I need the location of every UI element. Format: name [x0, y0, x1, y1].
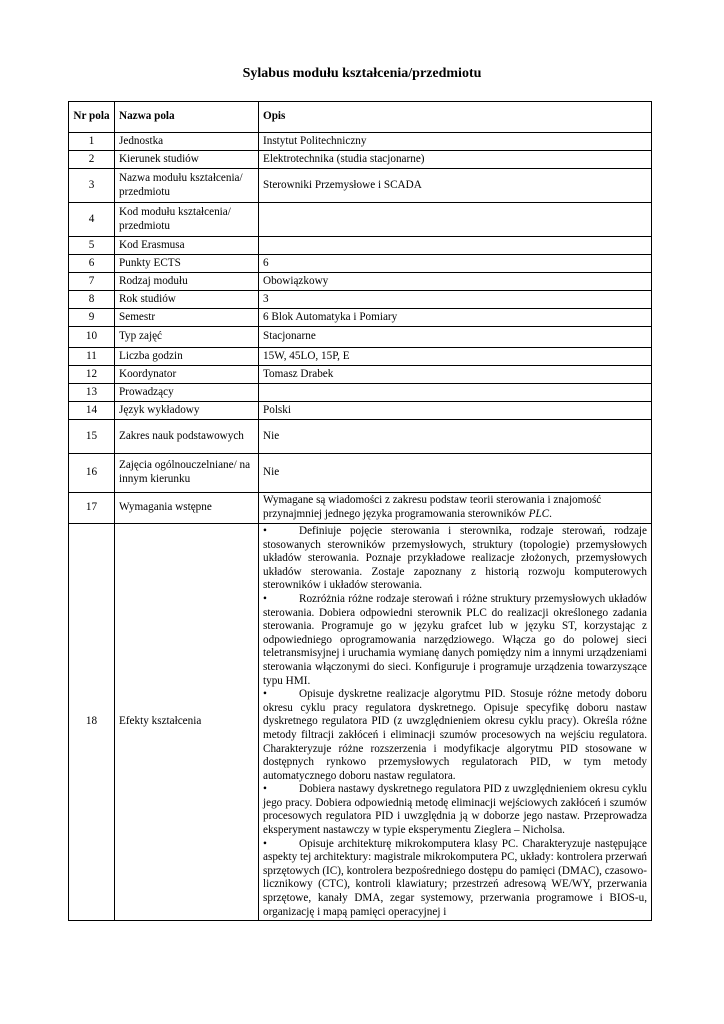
bullet-icon: •: [263, 525, 267, 537]
row-name: Semestr: [115, 309, 259, 327]
row-desc: [259, 237, 652, 255]
row-nr: 18: [69, 524, 115, 921]
requirements-end: .: [549, 508, 552, 520]
row-desc: Polski: [259, 402, 652, 420]
table-row: [69, 291, 652, 309]
document-title: Sylabus modułu kształcenia/przedmiotu: [242, 66, 482, 81]
table-row: [69, 273, 652, 291]
table-row: [69, 327, 652, 348]
row-name: Nazwa modułu kształcenia/ przedmiotu: [115, 169, 259, 203]
row-desc: Instytut Politechniczny: [259, 133, 652, 151]
row-desc: 3: [259, 291, 652, 309]
row-desc: Nie: [259, 420, 652, 454]
row-nr: 5: [69, 237, 115, 255]
row-desc: [259, 203, 652, 237]
table-row: [69, 420, 652, 454]
row-name: Kod modułu kształcenia/ przedmiotu: [115, 203, 259, 237]
row-name: Wymagania wstępne: [115, 493, 259, 524]
table-row: [69, 151, 652, 169]
row-name: Jednostka: [115, 133, 259, 151]
outcome-text: Opisuje architekturę mikrokomputera klasy PC. Charakteryzuje następujące aspekty tej architektury: magistrale mikrokomputera PC, układy: kontrolera przerwań sprzętowych (IC), kontrolera bezpośredniego dostępu do pamięci (DMAC), czasowo-licznikowy (CTC), kontroli klawiatury; przestrzeń adresową WE/WY, przerwania sprzętowe, kanały DMA, zegar systemowy, przerwania programowe i BIOS-u, organizację i mapą pamięci operacyjnej i: [263, 837, 647, 918]
row-nr: 13: [69, 384, 115, 402]
row-nr: 9: [69, 309, 115, 327]
row-name: Typ zajęć: [115, 327, 259, 348]
table-row: [69, 524, 652, 921]
table-row: [69, 384, 652, 402]
requirements-italic: PLC: [528, 508, 550, 520]
row-desc: [259, 384, 652, 402]
row-name: Kod Erasmusa: [115, 237, 259, 255]
table-row: [69, 366, 652, 384]
table-row: [69, 203, 652, 237]
row-nr: 7: [69, 273, 115, 291]
header-nr: Nr pola: [69, 102, 115, 133]
row-nr: 3: [69, 169, 115, 203]
outcome-item: [263, 838, 647, 920]
row-nr: 6: [69, 255, 115, 273]
row-name: Efekty kształcenia: [115, 524, 259, 921]
outcome-item: [263, 525, 647, 593]
row-desc: Stacjonarne: [259, 327, 652, 348]
row-desc: Obowiązkowy: [259, 273, 652, 291]
table-row: [69, 133, 652, 151]
bullet-icon: •: [263, 837, 267, 850]
row-nr: 15: [69, 420, 115, 454]
outcome-item: [263, 593, 647, 688]
row-desc: 6: [259, 255, 652, 273]
learning-outcomes: [259, 524, 652, 921]
outcome-text: Rozróżnia różne rodzaje sterowań i różne struktury przemysłowych układów sterowania. Dobiera odpowiedni sterownik PLC do realizacji określonego zadania sterowania. Programuje go w języku grafcet lub w języku ST, korzystając z odpowiedniego oprogramowania narzędziowego. Włącza go do polowej sieci teletransmisyjnej i uruchamia wymianę danych pomiędzy nim a innymi urządzeniami sterowania włączonymi do sieci. Konfiguruje i programuje urządzenia towarzyszące typu HMI.: [263, 592, 647, 687]
row-nr: 12: [69, 366, 115, 384]
outcome-text: Opisuje dyskretne realizacje algorytmu PID. Stosuje różne metody doboru okresu cyklu pracy regulatora dyskretnego. Opisuje specyfikę doboru nastaw dyskretnego regulatora PID (z uwzględnieniem okresu cyklu pracy). Określa różne metody filtracji zakłóceń i eliminacji szumów procesowych na wejściu regulatora. Charakteryzuje różne rozszerzenia i modyfikacje algorytmu PID stosowane w dostępnych rynkowo przemysłowych regulatorach PID, w tym metody automatycznego doboru nastaw regulatora.: [263, 688, 647, 782]
row-nr: 4: [69, 203, 115, 237]
row-nr: 17: [69, 493, 115, 524]
row-nr: 14: [69, 402, 115, 420]
table-row: [69, 348, 652, 366]
row-nr: 11: [69, 348, 115, 366]
outcome-item: [263, 783, 647, 837]
row-nr: 1: [69, 133, 115, 151]
outcome-text: Definiuje pojęcie sterowania i sterownika, rodzaje sterowań, rodzaje stosowanych sterowników przemysłowych, struktury (topologie) przemysłowych układów sterowania. Poznaje przykładowe realizacje złożonych, przemysłowych układów sterowania. Zostaje zapoznany z historią rozwoju komputerowych sterowników i układów sterowania.: [263, 525, 647, 592]
syllabus-table: [68, 101, 652, 921]
table-row: [69, 169, 652, 203]
table-row: [69, 493, 652, 524]
row-nr: 16: [69, 454, 115, 493]
row-name: Rok studiów: [115, 291, 259, 309]
row-name: Punkty ECTS: [115, 255, 259, 273]
table-row: [69, 237, 652, 255]
table-row: [69, 454, 652, 493]
table-header-row: [69, 102, 652, 133]
table-row: [69, 402, 652, 420]
row-name: Kierunek studiów: [115, 151, 259, 169]
requirements-text: Wymagane są wiadomości z zakresu podstaw teorii sterowania i znajomość przynajmniej jednego języka programowania sterowników: [263, 494, 602, 520]
header-name: Nazwa pola: [115, 102, 259, 133]
row-desc: Sterowniki Przemysłowe i SCADA: [259, 169, 652, 203]
row-desc: Nie: [259, 454, 652, 493]
header-desc: Opis: [259, 102, 652, 133]
table-row: [69, 255, 652, 273]
row-desc: 15W, 45LO, 15P, E: [259, 348, 652, 366]
outcome-item: [263, 688, 647, 783]
row-desc: Elektrotechnika (studia stacjonarne): [259, 151, 652, 169]
row-name: Język wykładowy: [115, 402, 259, 420]
row-nr: 2: [69, 151, 115, 169]
row-desc: Tomasz Drabek: [259, 366, 652, 384]
outcome-text: Dobiera nastawy dyskretnego regulatora PID z uwzględnieniem okresu cyklu jego pracy. Dobiera odpowiednią metodę eliminacji wejściowych zakłóceń i szumów procesowych regulatora PID i uwzględnia ją w doborze jego nastaw. Przeprowadza eksperyment nastawczy w typie eksperymentu Zieglera – Nicholsa.: [263, 783, 647, 837]
row-desc: 6 Blok Automatyka i Pomiary: [259, 309, 652, 327]
row-name: Liczba godzin: [115, 348, 259, 366]
table-row: [69, 309, 652, 327]
bullet-icon: •: [263, 783, 267, 796]
row-desc: [259, 493, 652, 524]
row-name: Zakres nauk podstawowych: [115, 420, 259, 454]
row-name: Zajęcia ogólnouczelniane/ na innym kierunku: [115, 454, 259, 493]
row-name: Koordynator: [115, 366, 259, 384]
row-name: Rodzaj modułu: [115, 273, 259, 291]
row-nr: 8: [69, 291, 115, 309]
bullet-icon: •: [263, 592, 267, 605]
row-name: Prowadzący: [115, 384, 259, 402]
bullet-icon: •: [263, 688, 267, 701]
row-nr: 10: [69, 327, 115, 348]
